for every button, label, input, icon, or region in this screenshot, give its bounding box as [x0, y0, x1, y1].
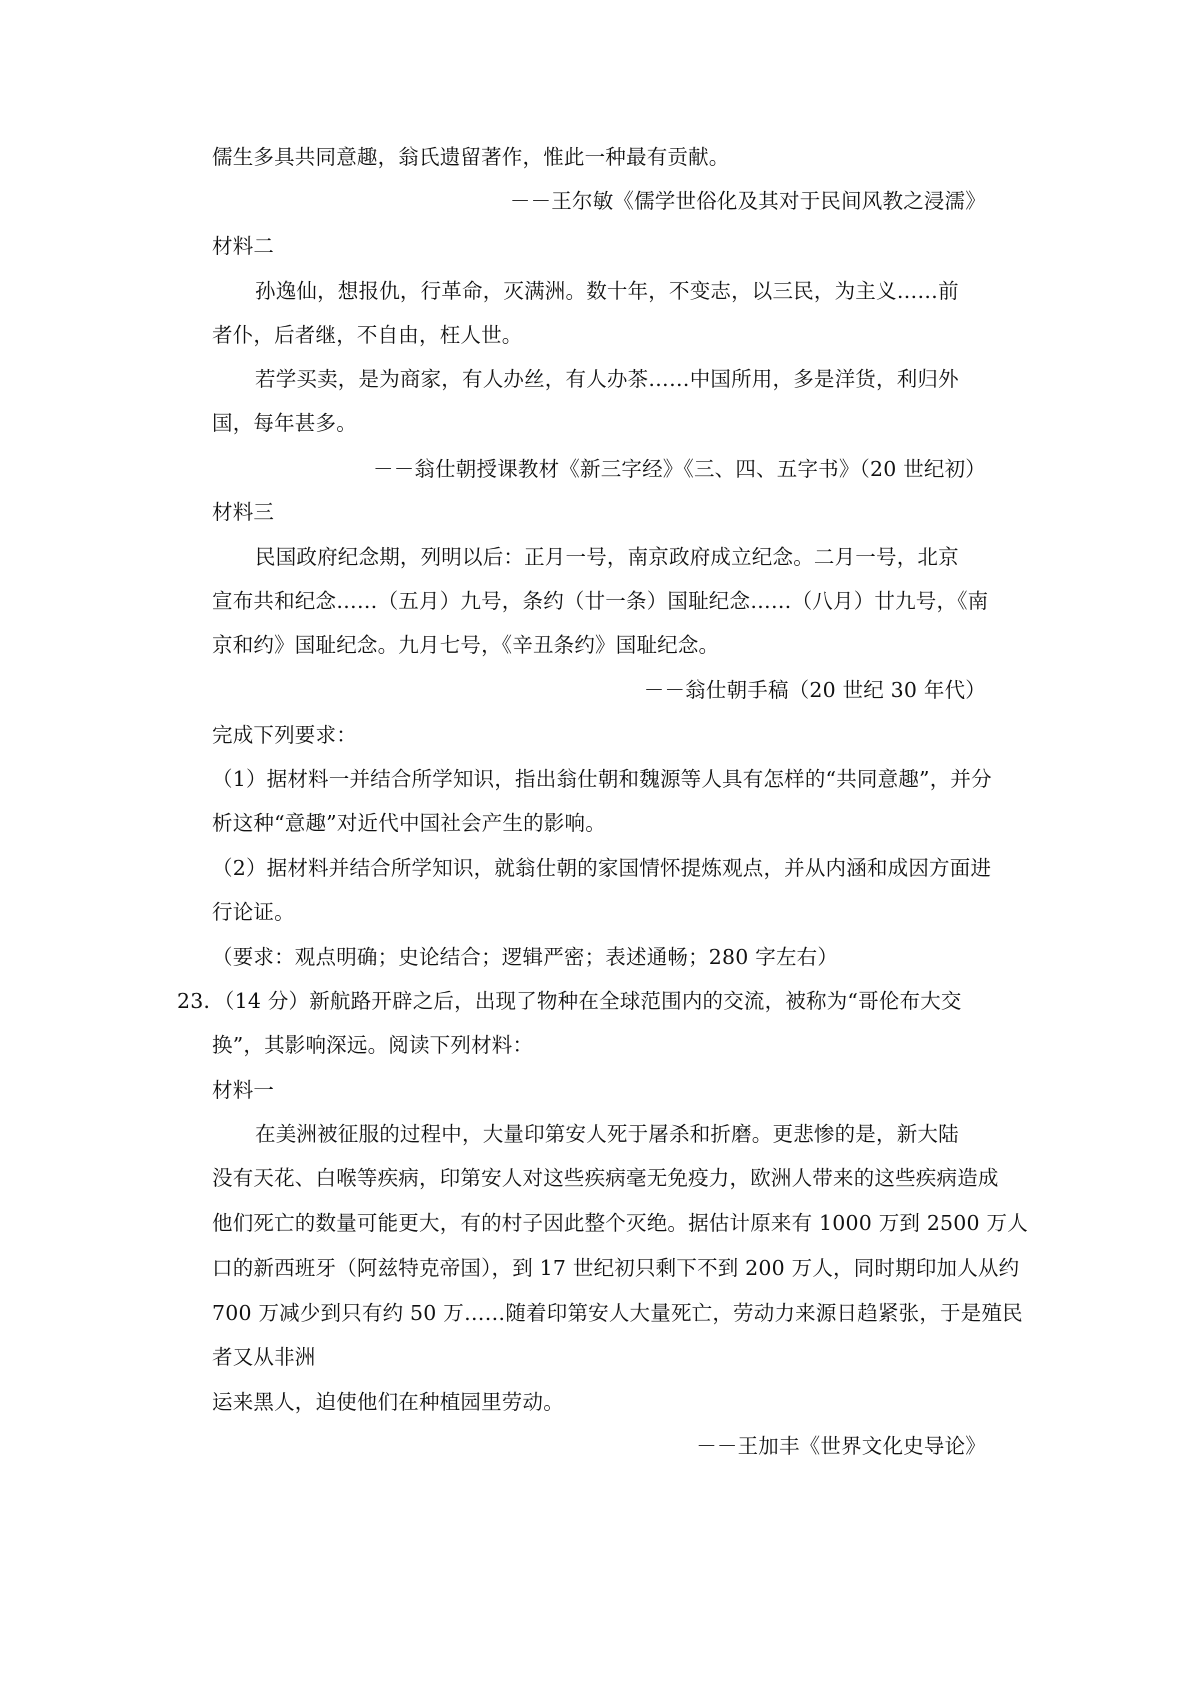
question1-line1: （1）据材料一并结合所学知识，指出翁仕朝和魏源等人具有怎样的“共同意趣”，并分: [212, 767, 992, 791]
material3-source: －－翁仕朝手稿（20 世纪 30 年代）: [643, 678, 986, 702]
material2-heading: 材料二: [212, 234, 275, 258]
question2-line1: （2）据材料并结合所学知识，就翁仕朝的家国情怀提炼观点，并从内涵和成因方面进: [212, 856, 992, 880]
material3-heading: 材料三: [212, 500, 275, 524]
material1-source: －－王尔敏《儒学世俗化及其对于民间风教之浸濡》: [509, 189, 986, 213]
q23-material1-line1: 在美洲被征服的过程中，大量印第安人死于屠杀和折磨。更悲惨的是，新大陆: [255, 1122, 959, 1146]
question2-line2: 行论证。: [212, 900, 295, 924]
q23-material1-source: －－王加丰《世界文化史导论》: [696, 1434, 986, 1458]
material3-paragraph-line1: 民国政府纪念期，列明以后：正月一号，南京政府成立纪念。二月一号，北京: [255, 545, 959, 569]
material2-paragraph2-line1: 若学买卖，是为商家，有人办丝，有人办茶……中国所用，多是洋货，利归外: [255, 367, 959, 391]
material3-paragraph-line3: 京和约》国耻纪念。九月七号，《辛丑条约》国耻纪念。: [212, 633, 720, 657]
q23-material1-line5: 700 万减少到只有约 50 万……随着印第安人大量死亡，劳动力来源日趋紧张，于是殖民: [212, 1301, 1023, 1325]
q23-material1-line6: 者又从非洲: [212, 1345, 316, 1369]
question23-intro-line2: 换”，其影响深远。阅读下列材料：: [212, 1033, 534, 1057]
question1-line2: 析这种“意趣”对近代中国社会产生的影响。: [212, 811, 606, 835]
q23-material1-line4: 口的新西班牙（阿兹特克帝国），到 17 世纪初只剩下不到 200 万人，同时期印加人从约: [212, 1256, 1020, 1280]
q23-material1-line7: 运来黑人，迫使他们在种植园里劳动。: [212, 1390, 564, 1414]
requirements-heading: 完成下列要求：: [212, 723, 357, 747]
q23-material1-line3: 他们死亡的数量可能更大，有的村子因此整个灭绝。据估计原来有 1000 万到 2500 万人: [212, 1211, 1028, 1235]
material3-paragraph-line2: 宣布共和纪念……（五月）九号，条约（廿一条）国耻纪念……（八月）廿九号，《南: [212, 589, 989, 613]
material2-paragraph1-line1: 孙逸仙，想报仇，行革命，灭满洲。数十年，不变志，以三民，为主义……前: [255, 279, 959, 303]
q23-material1-heading: 材料一: [212, 1078, 275, 1102]
material1-continued-line: 儒生多具共同意趣，翁氏遗留著作，惟此一种最有贡献。: [212, 145, 730, 169]
material2-source: －－翁仕朝授课教材《新三字经》《三、四、五字书》（20 世纪初）: [373, 457, 986, 481]
answer-requirements: （要求：观点明确；史论结合；逻辑严密；表述通畅；280 字左右）: [212, 945, 839, 969]
material2-paragraph1-line2: 者仆，后者继，不自由，枉人世。: [212, 323, 523, 347]
question23-intro-line1: 23．（14 分）新航路开辟之后，出现了物种在全球范围内的交流，被称为“哥伦布大交: [177, 989, 962, 1013]
material2-paragraph2-line2: 国，每年甚多。: [212, 411, 357, 435]
q23-material1-line2: 没有天花、白喉等疾病，印第安人对这些疾病毫无免疫力，欧洲人带来的这些疾病造成: [212, 1166, 999, 1190]
